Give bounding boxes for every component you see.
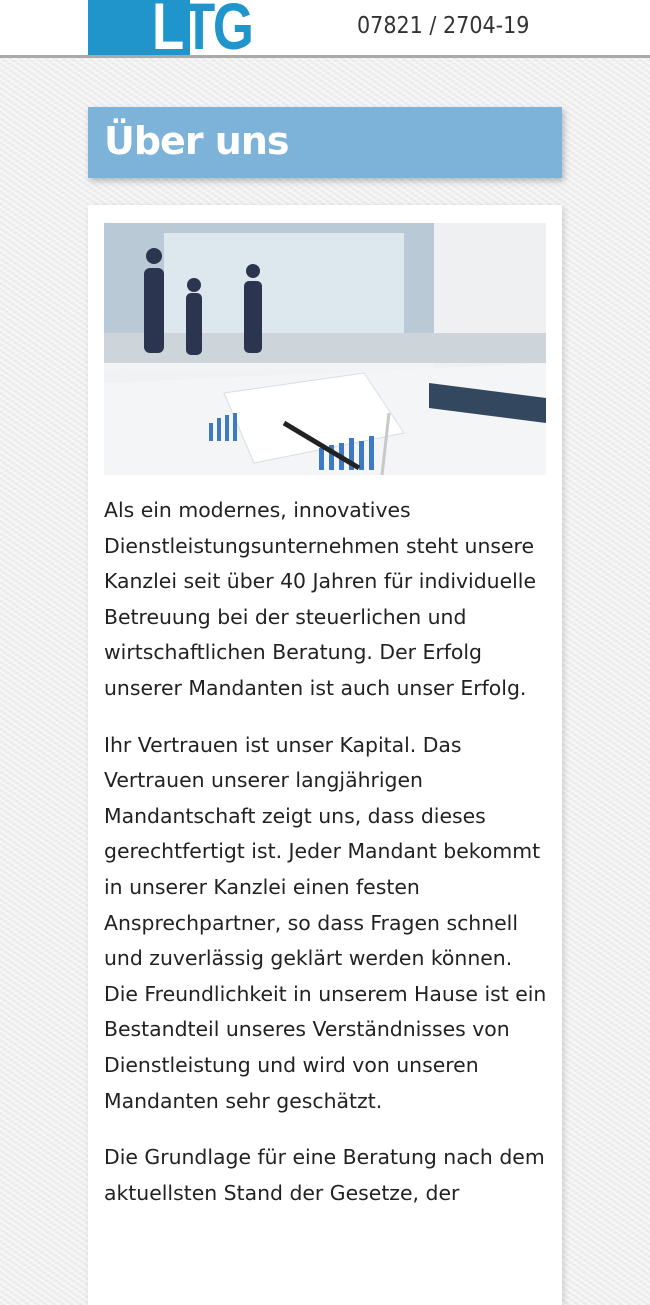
site-header bbox=[0, 0, 650, 63]
logo-letters-tg: TG bbox=[183, 0, 252, 63]
paragraph: Die Grundlage für eine Beratung nach dem aktuellsten Stand der Gesetze, der bbox=[104, 1145, 545, 1205]
page-title: Über uns bbox=[104, 119, 289, 163]
content-card bbox=[88, 205, 562, 1305]
phone-number-link[interactable]: 07821 / 2704-19 bbox=[357, 13, 530, 39]
paragraph: Ihr Vertrauen ist unser Kapital. Das Vertrauen unserer langjährigen Mandantschaft zeigt uns, dass dieses gerechtfertigt ist. Jeder Mandant bekommt in unserer Kanzlei einen festen Ansprechpartner, so dass Fragen schnell und zuverlässig geklärt werden können. Die Freundlichkeit in unserem Hause ist ein Bestandteil unseres Verständnisses von Dienstleistung und wird von unseren Mandanten sehr geschätzt. bbox=[104, 732, 547, 1113]
ltg-logo[interactable] bbox=[88, 0, 274, 63]
page-title-banner bbox=[88, 107, 562, 178]
logo-letter-l: L bbox=[152, 0, 183, 63]
about-text bbox=[104, 493, 550, 1232]
office-meeting-photo bbox=[104, 223, 546, 475]
paragraph: Als ein modernes, innovatives Dienstleistungsunternehmen steht unsere Kanzlei seit über 40 Jahren für individuelle Betreuung bei der steuerlichen und wirtschaftlichen Beratung. Der Erfolg unserer Mandanten ist auch unser Erfolg. bbox=[104, 498, 537, 700]
